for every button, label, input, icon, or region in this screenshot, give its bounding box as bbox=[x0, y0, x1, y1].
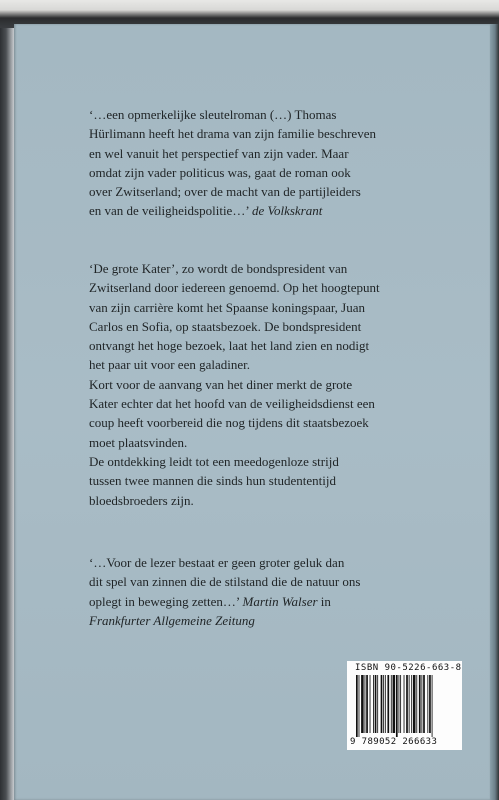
text-line: oplegt in beweging zetten…’ bbox=[89, 593, 243, 609]
barcode-bar bbox=[385, 675, 386, 733]
text-line: ‘…Voor de lezer bestaat er geen groter geluk dan bbox=[89, 555, 345, 570]
text-line: bloedsbroeders zijn. bbox=[89, 492, 194, 508]
isbn-barcode bbox=[347, 661, 462, 750]
barcode-bar bbox=[396, 675, 398, 737]
barcode-bar bbox=[370, 675, 371, 733]
barcode-bar bbox=[423, 675, 425, 733]
barcode-bar bbox=[381, 675, 383, 733]
quote-publication: Frankfurter Allgemeine Zeitung bbox=[89, 612, 255, 628]
barcode-bar bbox=[356, 675, 358, 737]
barcode-bar bbox=[393, 675, 396, 733]
text-line: De ontdekking leidt tot een meedogenloze strijd bbox=[89, 453, 339, 469]
isbn-label: ISBN 90-5226-663-8 bbox=[355, 663, 462, 673]
quote-author: Martin Walser bbox=[242, 593, 318, 609]
text-line: omdat zijn vader politicus was, gaat de roman ook bbox=[89, 164, 351, 180]
text-line: het paar uit voor een galadiner. bbox=[89, 357, 250, 373]
barcode-bar bbox=[391, 675, 392, 733]
text-line: Kort voor de aanvang van het diner merkt de grote bbox=[89, 376, 353, 392]
text-line: ‘…een opmerkelijke sleutelroman (…) Thomas bbox=[89, 107, 337, 122]
text-line: Zwitserland door iedereen genoemd. Op het hoogtepunt bbox=[89, 280, 380, 296]
review-quote-volkskrant bbox=[89, 105, 429, 221]
text-line: van zijn carrière komt het Spaanse koningspaar, Juan bbox=[89, 299, 365, 315]
text-line: Carlos en Sofia, op staatsbezoek. De bondspresident bbox=[89, 318, 362, 334]
quote-connector: in bbox=[317, 593, 331, 609]
review-quote-walser bbox=[89, 553, 429, 630]
text-line: Kater echter dat het hoofd van de veiligheidsdienst een bbox=[89, 396, 375, 412]
text-line: tussen twee mannen die sinds hun studententijd bbox=[89, 473, 336, 489]
barcode-bar bbox=[429, 675, 431, 733]
barcode-bar bbox=[359, 675, 360, 737]
text-line: en wel vanuit het perspectief van zijn vader. Maar bbox=[89, 145, 349, 161]
barcode-bar bbox=[419, 675, 421, 733]
text-line: moet plaatsvinden. bbox=[89, 434, 188, 450]
barcode-bars-icon bbox=[355, 675, 455, 737]
barcode-bar bbox=[387, 675, 389, 733]
text-line: Hürlimann heeft het drama van zijn familie beschreven bbox=[89, 126, 376, 142]
book-summary bbox=[89, 259, 429, 510]
barcode-bar bbox=[416, 675, 417, 733]
barcode-bar bbox=[361, 675, 364, 733]
ean-digits: 9 789052 266633 bbox=[350, 737, 438, 747]
barcode-bar bbox=[366, 675, 368, 733]
barcode-bar bbox=[427, 675, 428, 733]
text-line: dit spel van zinnen die de stilstand die de natuur ons bbox=[89, 574, 361, 590]
barcode-bar bbox=[404, 675, 405, 733]
barcode-bar bbox=[375, 675, 377, 733]
barcode-bar bbox=[399, 675, 400, 733]
barcode-bar bbox=[411, 675, 412, 733]
barcode-bar bbox=[383, 675, 384, 733]
barcode-bar bbox=[413, 675, 416, 733]
text-line: coup heeft voorbereid die nog tijdens dit staatsbezoek bbox=[89, 415, 369, 431]
barcode-bar bbox=[365, 675, 366, 733]
barcode-bar bbox=[377, 675, 378, 733]
barcode-bar bbox=[406, 675, 408, 733]
book-right-edge bbox=[490, 24, 499, 800]
text-line: over Zwitserland; over de macht van de partijleiders bbox=[89, 184, 361, 200]
text-line: ontvangt het hoge bezoek, laat het land zien en nodigt bbox=[89, 338, 370, 354]
quote-source: de Volkskrant bbox=[251, 203, 323, 219]
barcode-bar bbox=[409, 675, 410, 733]
barcode-bar bbox=[421, 675, 422, 733]
barcode-bar bbox=[400, 675, 401, 733]
barcode-bar bbox=[373, 675, 374, 733]
text-line: en van de veiligheidspolitie…’ bbox=[89, 203, 252, 219]
text-line: ‘De grote Kater’, zo wordt de bondspresident van bbox=[89, 261, 348, 276]
barcode-bar bbox=[432, 675, 433, 737]
